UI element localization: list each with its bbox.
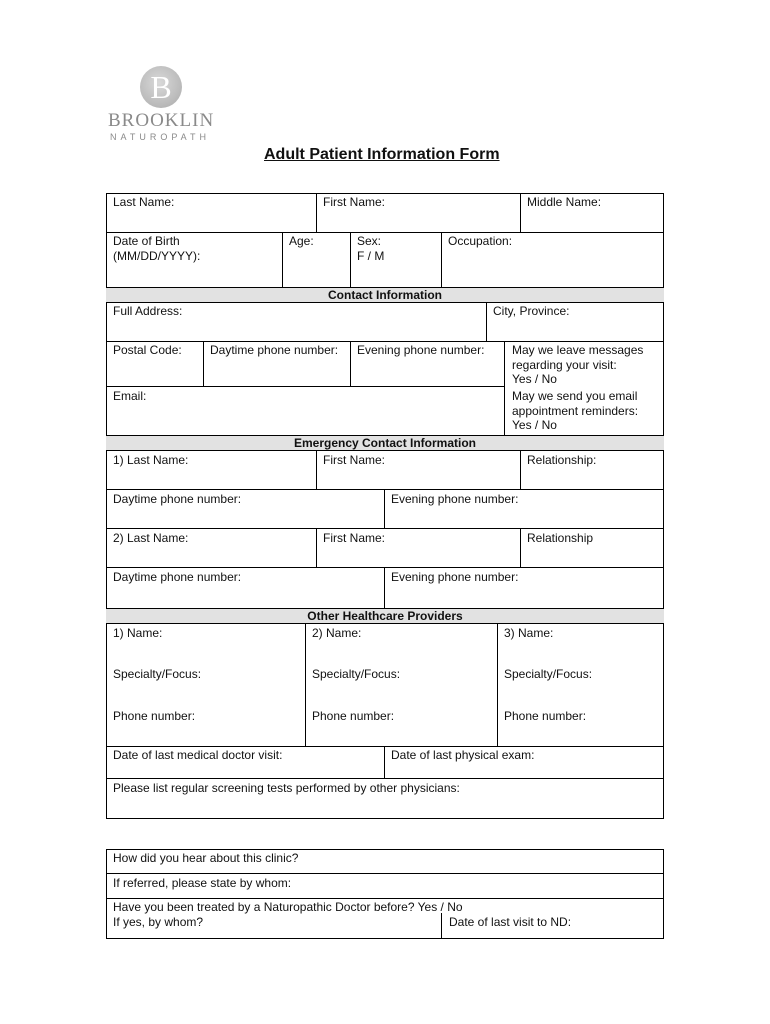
emergency2-evening-phone-field[interactable]: Evening phone number: [391, 570, 519, 584]
provider2-name-field[interactable]: 2) Name: [312, 626, 362, 640]
first-name-field[interactable]: First Name: [323, 195, 386, 209]
emergency1-relationship-field[interactable]: Relationship: [527, 453, 597, 467]
evening-phone-field[interactable]: Evening phone number: [357, 343, 485, 357]
screening-tests-field[interactable]: Please list regular screening tests performed by other physicians: [113, 781, 460, 795]
last-name-field[interactable]: Last Name: [113, 195, 175, 209]
previous-nd-field[interactable]: If yes, by whom? [113, 915, 204, 929]
email-reminders-line2: appointment reminders: [512, 403, 639, 418]
referred-by-field[interactable]: If referred, please state by whom: [113, 876, 292, 890]
provider2-specialty-field[interactable]: Specialty/Focus: [312, 667, 401, 681]
emergency2-daytime-phone-field[interactable]: Daytime phone number: [113, 570, 242, 584]
logo-name: BROOKLIN [108, 110, 215, 131]
emergency1-daytime-phone-field[interactable]: Daytime phone number: [113, 492, 242, 506]
dob-label-line2: (MM/DD/YYYY): [113, 248, 201, 263]
middle-name-field[interactable]: Middle Name: [527, 195, 602, 209]
provider2-phone-field[interactable]: Phone number: [312, 709, 395, 723]
leave-messages-question[interactable] [512, 343, 643, 387]
emergency2-last-name-field[interactable]: 2) Last Name: [113, 531, 189, 545]
sex-label: Sex: [357, 234, 382, 248]
emergency1-last-name-field[interactable]: 1) Last Name: [113, 453, 189, 467]
email-reminders-options: Yes / No [512, 418, 557, 432]
contact-info-heading: Contact Information [106, 287, 664, 303]
emergency2-first-name-field[interactable]: First Name: [323, 531, 386, 545]
logo-tagline: NATUROPATH [110, 132, 210, 142]
provider3-name-field[interactable]: 3) Name: [504, 626, 554, 640]
leave-messages-line1: May we leave messages [512, 343, 644, 357]
last-physical-exam-field[interactable]: Date of last physical exam: [391, 748, 535, 762]
provider1-specialty-field[interactable]: Specialty/Focus: [113, 667, 202, 681]
logo-letter: B [150, 69, 172, 105]
emergency-contact-heading: Emergency Contact Information [106, 435, 664, 451]
city-province-field[interactable]: City, Province: [493, 304, 570, 318]
emergency1-evening-phone-field[interactable]: Evening phone number: [391, 492, 519, 506]
sex-field[interactable] [357, 234, 384, 263]
full-address-field[interactable]: Full Address: [113, 304, 183, 318]
provider3-specialty-field[interactable]: Specialty/Focus: [504, 667, 593, 681]
leave-messages-options: Yes / No [512, 372, 557, 386]
provider1-name-field[interactable]: 1) Name: [113, 626, 163, 640]
email-reminders-question[interactable] [512, 389, 638, 433]
provider1-phone-field[interactable]: Phone number: [113, 709, 196, 723]
clinic-logo [108, 64, 228, 144]
emergency1-first-name-field[interactable]: First Name: [323, 453, 386, 467]
healthcare-providers-heading: Other Healthcare Providers [106, 608, 664, 624]
emergency2-relationship-field[interactable]: Relationship [527, 531, 594, 545]
dob-field[interactable] [113, 234, 200, 263]
postal-code-field[interactable]: Postal Code: [113, 343, 182, 357]
age-field[interactable]: Age: [289, 234, 314, 248]
form-title: Adult Patient Information Form [264, 146, 500, 163]
last-medical-visit-field[interactable]: Date of last medical doctor visit: [113, 748, 283, 762]
treated-before-question[interactable]: Have you been treated by a Naturopathic Doctor before? Yes / No [113, 900, 463, 914]
dob-label-line1: Date of Birth [113, 234, 180, 248]
sex-options: F / M [357, 248, 385, 263]
email-reminders-line1: May we send you email [512, 389, 638, 403]
email-field[interactable]: Email: [113, 389, 147, 403]
provider3-phone-field[interactable]: Phone number: [504, 709, 587, 723]
leave-messages-line2: regarding your visit: [512, 357, 617, 372]
occupation-field[interactable]: Occupation: [448, 234, 513, 248]
last-nd-visit-field[interactable]: Date of last visit to ND: [449, 915, 572, 929]
how-heard-field[interactable]: How did you hear about this clinic? [113, 851, 299, 865]
daytime-phone-field[interactable]: Daytime phone number: [210, 343, 339, 357]
